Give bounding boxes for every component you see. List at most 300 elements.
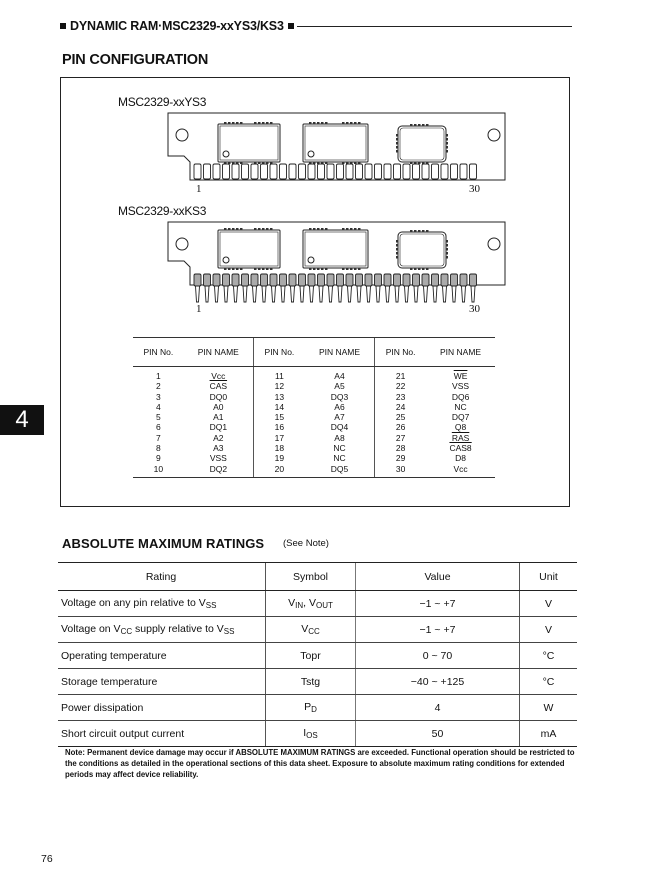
chip-lead [354, 228, 357, 230]
chip-lead [236, 122, 239, 124]
chip-lead [446, 134, 448, 137]
chip-lead [313, 268, 316, 270]
pin-lead-head [451, 274, 458, 286]
chip-lead [240, 268, 243, 270]
pin-lead [433, 286, 437, 302]
pin-number: 29 [375, 453, 427, 463]
chip-lead [414, 268, 417, 270]
ratings-row [58, 695, 577, 721]
header-unit: Unit [520, 563, 578, 591]
bullet-square-icon [60, 23, 66, 29]
chip-lead [342, 122, 345, 124]
chip-lead [346, 122, 349, 124]
pin-name [305, 422, 375, 432]
cell-text: Short circuit output current [61, 727, 185, 740]
unit-cell: V [520, 617, 578, 643]
pin-name-text: NC [454, 401, 467, 412]
ratings-row [58, 669, 577, 695]
chip-lead [396, 134, 398, 137]
chip-lead [446, 256, 448, 259]
pin-lead-head [204, 274, 211, 286]
chip-lead [262, 122, 265, 124]
chip-lead [396, 248, 398, 251]
header-pin-name: PIN NAME [426, 338, 495, 367]
pin-lead [319, 286, 323, 302]
pin-lead [310, 286, 314, 302]
contact-pad [403, 164, 410, 179]
chip-lead [396, 138, 398, 141]
pin-lead-head [403, 274, 410, 286]
pin-name-text: A7 [334, 412, 345, 423]
value-cell: 4 [356, 695, 520, 721]
cell-text: V [288, 597, 296, 609]
pin-name [184, 453, 254, 463]
subscript-text: D [311, 705, 317, 714]
pin-number: 30 [375, 464, 427, 478]
chip-lead [321, 268, 324, 270]
pin-configuration-title: PIN CONFIGURATION [62, 52, 209, 68]
bullet-square-icon [288, 23, 294, 29]
pin-table-row [133, 422, 495, 432]
pin-number: 11 [253, 367, 305, 382]
pin-name [426, 453, 495, 463]
cell-text: P [304, 701, 312, 713]
pin-number: 4 [156, 401, 161, 412]
value-cell: −1 ~ +7 [356, 591, 520, 617]
pin-lead-head [327, 274, 334, 286]
chip-lead [446, 240, 448, 243]
pin-lead-head [441, 274, 448, 286]
rating-cell [58, 617, 266, 643]
chip-lead [317, 122, 320, 124]
value-cell: 50 [356, 721, 520, 747]
chip-lead [240, 228, 243, 230]
pin-name-text: DQ6 [451, 391, 470, 402]
chip-lead [446, 248, 448, 251]
pin-number: 22 [375, 381, 427, 391]
pin-lead-head [422, 274, 429, 286]
pin-name [184, 443, 254, 453]
pin-name-text: DQ2 [209, 463, 228, 474]
value-cell: 0 ~ 70 [356, 643, 520, 669]
pin-name-active-low: $\overline{CAS}$ [209, 381, 228, 392]
chip-lead [418, 124, 421, 126]
chip-lead [422, 230, 425, 232]
chip-lead [358, 122, 361, 124]
pin-lead [281, 286, 285, 302]
pin-lead-head [213, 274, 220, 286]
pin-name [305, 381, 375, 391]
chip-lead [446, 146, 448, 149]
pin-name [426, 402, 495, 412]
absolute-maximum-ratings-title: ABSOLUTE MAXIMUM RATINGS [62, 536, 265, 551]
symbol-cell [266, 643, 356, 669]
cell-text: Voltage on V [61, 623, 121, 635]
chip-lead [254, 228, 257, 230]
dram-chip [398, 126, 446, 162]
pin-30-label: 30 [469, 183, 480, 195]
subscript-text: SS [223, 627, 235, 636]
contact-pad [232, 164, 239, 179]
pin-table-row [133, 367, 495, 382]
contact-pad [251, 164, 258, 179]
chip-lead [309, 122, 312, 124]
pin-number: 17 [253, 433, 305, 443]
chip-lead [446, 138, 448, 141]
pin-1-label: 1 [196, 183, 202, 195]
chip-lead [396, 244, 398, 247]
unit-cell: W [520, 695, 578, 721]
pin-lead-head [413, 274, 420, 286]
pin-lead [405, 286, 409, 302]
pin-name [184, 402, 254, 412]
pin-name-text: DQ3 [330, 391, 349, 402]
chip-lead [266, 228, 269, 230]
unit-cell: °C [520, 643, 578, 669]
pin-name-text: VSS [209, 453, 227, 464]
pin-name [305, 392, 375, 402]
pin-lead-head [337, 274, 344, 286]
cell-text: Storage temperature [61, 675, 158, 688]
pin-lead [348, 286, 352, 302]
contact-pad [213, 164, 220, 179]
pin-number: 24 [375, 402, 427, 412]
pin-name-text: DQ5 [330, 463, 349, 474]
unit-cell: °C [520, 669, 578, 695]
pin-table-row [133, 433, 495, 443]
contact-pad [327, 164, 334, 179]
pin-lead [262, 286, 266, 302]
contact-pad [356, 164, 363, 179]
pin-lead-head [432, 274, 439, 286]
cell-text: Voltage on any pin relative to V [61, 597, 206, 609]
chip-lead [354, 268, 357, 270]
pin-name-text: A0 [213, 401, 224, 412]
chip-lead [228, 228, 231, 230]
chip-lead [350, 268, 353, 270]
contact-pad [460, 164, 467, 179]
pin-lead [215, 286, 219, 302]
pin-name-text: DQ0 [209, 391, 228, 402]
chip-lead [325, 122, 328, 124]
chip-lead [446, 244, 448, 247]
header-pin-no: PIN No. [253, 338, 305, 367]
pin-name [426, 422, 495, 432]
pin-lead [376, 286, 380, 302]
chip-lead [313, 122, 316, 124]
cell-text: Operating temperature [61, 649, 167, 662]
pin-name-active-low: $\overline{WE}$ [453, 371, 468, 381]
pin-name-active-low: $\overline{RAS}$ [451, 432, 470, 443]
pin-lead-head [242, 274, 249, 286]
chip-lead [266, 268, 269, 270]
chip-lead [426, 124, 429, 126]
mounting-hole-icon [176, 238, 188, 250]
pin-number: 3 [156, 391, 161, 402]
unit-cell: V [520, 591, 578, 617]
chip-lead [358, 268, 361, 270]
pin-lead-head [365, 274, 372, 286]
header-pin-no: PIN No. [133, 338, 184, 367]
pin-name-text: A8 [334, 432, 345, 443]
chip-inner-outline [400, 128, 444, 160]
pin-name [305, 402, 375, 412]
header-title: DYNAMIC RAM·MSC2329-xxYS3/KS3 [70, 19, 284, 33]
pin-lead [386, 286, 390, 302]
pin-30-label: 30 [469, 303, 480, 315]
subscript-text: SS [205, 601, 217, 610]
pin-name-text: DQ7 [451, 412, 470, 423]
chip-lead [410, 230, 413, 232]
pin-number: 13 [253, 392, 305, 402]
pin1-dot-icon [223, 151, 229, 157]
cell-text: Power dissipation [61, 701, 144, 714]
pin1-dot-icon [308, 151, 314, 157]
pin-lead-head [375, 274, 382, 286]
pin-number: 20 [253, 464, 305, 478]
absolute-maximum-ratings-table [58, 562, 577, 747]
symbol-cell [266, 591, 356, 617]
pin-1-label: 1 [196, 303, 202, 315]
pin-number: 9 [156, 453, 161, 464]
page-number: 76 [41, 853, 53, 865]
pin-number: 2 [156, 381, 161, 392]
pin-lead [414, 286, 418, 302]
cell-text: Topr [300, 649, 321, 662]
chip-lead [396, 252, 398, 255]
contact-pad [318, 164, 325, 179]
chip-lead [354, 122, 357, 124]
pin-name-text: NC [333, 443, 346, 454]
contact-pad [375, 164, 382, 179]
contact-pad [242, 164, 249, 179]
pin-lead-head [394, 274, 401, 286]
pin-name-text: DQ4 [330, 422, 349, 433]
chip-lead [410, 124, 413, 126]
pin-table-row [133, 402, 495, 412]
contact-pad [270, 164, 277, 179]
contact-pad [280, 164, 287, 179]
chip-lead [309, 268, 312, 270]
chip-lead [262, 228, 265, 230]
chip-lead [350, 228, 353, 230]
pin-lead [462, 286, 466, 302]
pin-name-text: DQ1 [209, 422, 228, 433]
symbol-cell [266, 695, 356, 721]
ratings-row [58, 591, 577, 617]
pin-name [305, 464, 375, 478]
pin-number: 1 [156, 371, 161, 381]
cell-text: supply relative to V [132, 623, 224, 635]
rating-cell [58, 721, 266, 747]
contact-pad [451, 164, 458, 179]
chip-lead [236, 268, 239, 270]
contact-pad [299, 164, 306, 179]
chip-lead [325, 228, 328, 230]
note [65, 747, 575, 780]
chip-lead [270, 268, 273, 270]
chip-lead [346, 268, 349, 270]
pin-lead [300, 286, 304, 302]
chip-lead [396, 142, 398, 145]
pin-number: 12 [253, 381, 305, 391]
pin-lead [205, 286, 209, 302]
pin-number: 25 [375, 412, 427, 422]
subscript-text: IN [295, 601, 304, 610]
pin1-dot-icon [223, 257, 229, 263]
module-label-ys3: MSC2329-xxYS3 [118, 95, 207, 109]
pin-lead [395, 286, 399, 302]
chip-lead [224, 268, 227, 270]
pin-lead-head [308, 274, 315, 286]
chip-lead [270, 228, 273, 230]
chip-lead [426, 268, 429, 270]
chip-lead [240, 122, 243, 124]
symbol-cell [266, 721, 356, 747]
pin-name-text: A6 [334, 401, 345, 412]
pin-name-text: Vcc [211, 371, 226, 381]
module-label-ks3: MSC2329-xxKS3 [118, 204, 207, 218]
header-pin-name: PIN NAME [305, 338, 375, 367]
pin-lead-head [346, 274, 353, 286]
pin-number: 19 [253, 453, 305, 463]
cell-text: Tstg [300, 675, 321, 688]
chip-lead [317, 228, 320, 230]
chip-lead [410, 268, 413, 270]
value-cell: −1 ~ +7 [356, 617, 520, 643]
rating-cell [58, 669, 266, 695]
contact-pad [394, 164, 401, 179]
subscript-text: OS [306, 731, 318, 740]
note-text: Permanent device damage may occur if ABSOLUTE MAXIMUM RATINGS are exceeded. Functional operation should be restricted to the conditions as detailed in the operational sections of this data sheet. Exposure to absolute maximum rating conditions for extended periods may affect device reliability. [65, 748, 575, 779]
chip-lead [258, 268, 261, 270]
ratings-table-header [58, 563, 577, 591]
contact-pad [470, 164, 477, 179]
cell-text: I [303, 727, 307, 739]
chip-lead [410, 162, 413, 164]
pin-name [184, 464, 254, 478]
pin-lead-head [280, 274, 287, 286]
ratings-row [58, 721, 577, 747]
pin-name-active-low: CAS8 [449, 443, 472, 454]
contact-pad [289, 164, 296, 179]
subscript-text: OUT [315, 601, 333, 610]
value-cell: −40 ~ +125 [356, 669, 520, 695]
pin-lead [338, 286, 342, 302]
chip-lead [317, 268, 320, 270]
chip-lead [254, 268, 257, 270]
chip-lead [396, 150, 398, 153]
chip-lead [418, 230, 421, 232]
pin-number: 15 [253, 412, 305, 422]
contact-pad [384, 164, 391, 179]
contact-pad [432, 164, 439, 179]
pin-table-row [133, 464, 495, 478]
pin-number: 28 [375, 443, 427, 453]
pin-lead-head [318, 274, 325, 286]
chip-lead [446, 252, 448, 255]
pin-lead [291, 286, 295, 302]
pin-lead [443, 286, 447, 302]
symbol-cell [266, 669, 356, 695]
chip-lead [224, 228, 227, 230]
pin-name [184, 381, 254, 391]
pin-number: 5 [156, 412, 161, 423]
pin-lead-head [460, 274, 467, 286]
pin-lead-head [270, 274, 277, 286]
chip-lead [254, 122, 257, 124]
contact-pad [365, 164, 372, 179]
pin-lead [329, 286, 333, 302]
pin-lead-head [384, 274, 391, 286]
chip-lead [325, 162, 328, 164]
pin-lead [234, 286, 238, 302]
pin-table [133, 337, 495, 478]
pin-number: 14 [253, 402, 305, 412]
pin-lead [243, 286, 247, 302]
pin-name-text: NC [333, 453, 346, 464]
pin-lead-head [194, 274, 201, 286]
chip-lead [342, 268, 345, 270]
chip-lead [414, 124, 417, 126]
pin-lead [196, 286, 200, 302]
chip-lead [446, 150, 448, 153]
chip-lead [422, 268, 425, 270]
pin-name [305, 367, 375, 382]
pin-table-row [133, 443, 495, 453]
chip-lead [422, 124, 425, 126]
module-diagram-ys3 [160, 108, 520, 208]
pin-lead [224, 286, 228, 302]
chip-lead [325, 268, 328, 270]
chip-lead [309, 228, 312, 230]
chip-lead [224, 122, 227, 124]
contact-pad [261, 164, 268, 179]
cell-text: V [301, 623, 309, 635]
chip-lead [228, 268, 231, 270]
header-symbol: Symbol [266, 563, 356, 591]
pin-number: 18 [253, 443, 305, 453]
pin-name [426, 381, 495, 391]
chip-inner-outline [400, 234, 444, 266]
pin-lead-head [299, 274, 306, 286]
pin-name [305, 412, 375, 422]
pin-lead-head [261, 274, 268, 286]
symbol-cell [266, 617, 356, 643]
pin-name-text: A4 [334, 371, 345, 381]
pin-name [426, 392, 495, 402]
pin-name-text: D8 [455, 453, 466, 464]
pin-name [305, 443, 375, 453]
dram-chip [398, 232, 446, 268]
pin-lead [452, 286, 456, 302]
pin-lead [253, 286, 257, 302]
pin-name-text: A2 [213, 432, 224, 443]
contact-pad [337, 164, 344, 179]
pin-number: 26 [375, 422, 427, 432]
unit-cell: mA [520, 721, 578, 747]
pin-name-text: A5 [334, 381, 345, 392]
pin-name-text: A3 [213, 443, 224, 454]
chip-lead [396, 146, 398, 149]
chip-lead [446, 142, 448, 145]
pin-lead [357, 286, 361, 302]
chip-lead [321, 228, 324, 230]
pin-number: 6 [156, 422, 161, 433]
cell-text: , V [303, 597, 316, 609]
header-rule [297, 26, 572, 27]
pin-name [184, 412, 254, 422]
